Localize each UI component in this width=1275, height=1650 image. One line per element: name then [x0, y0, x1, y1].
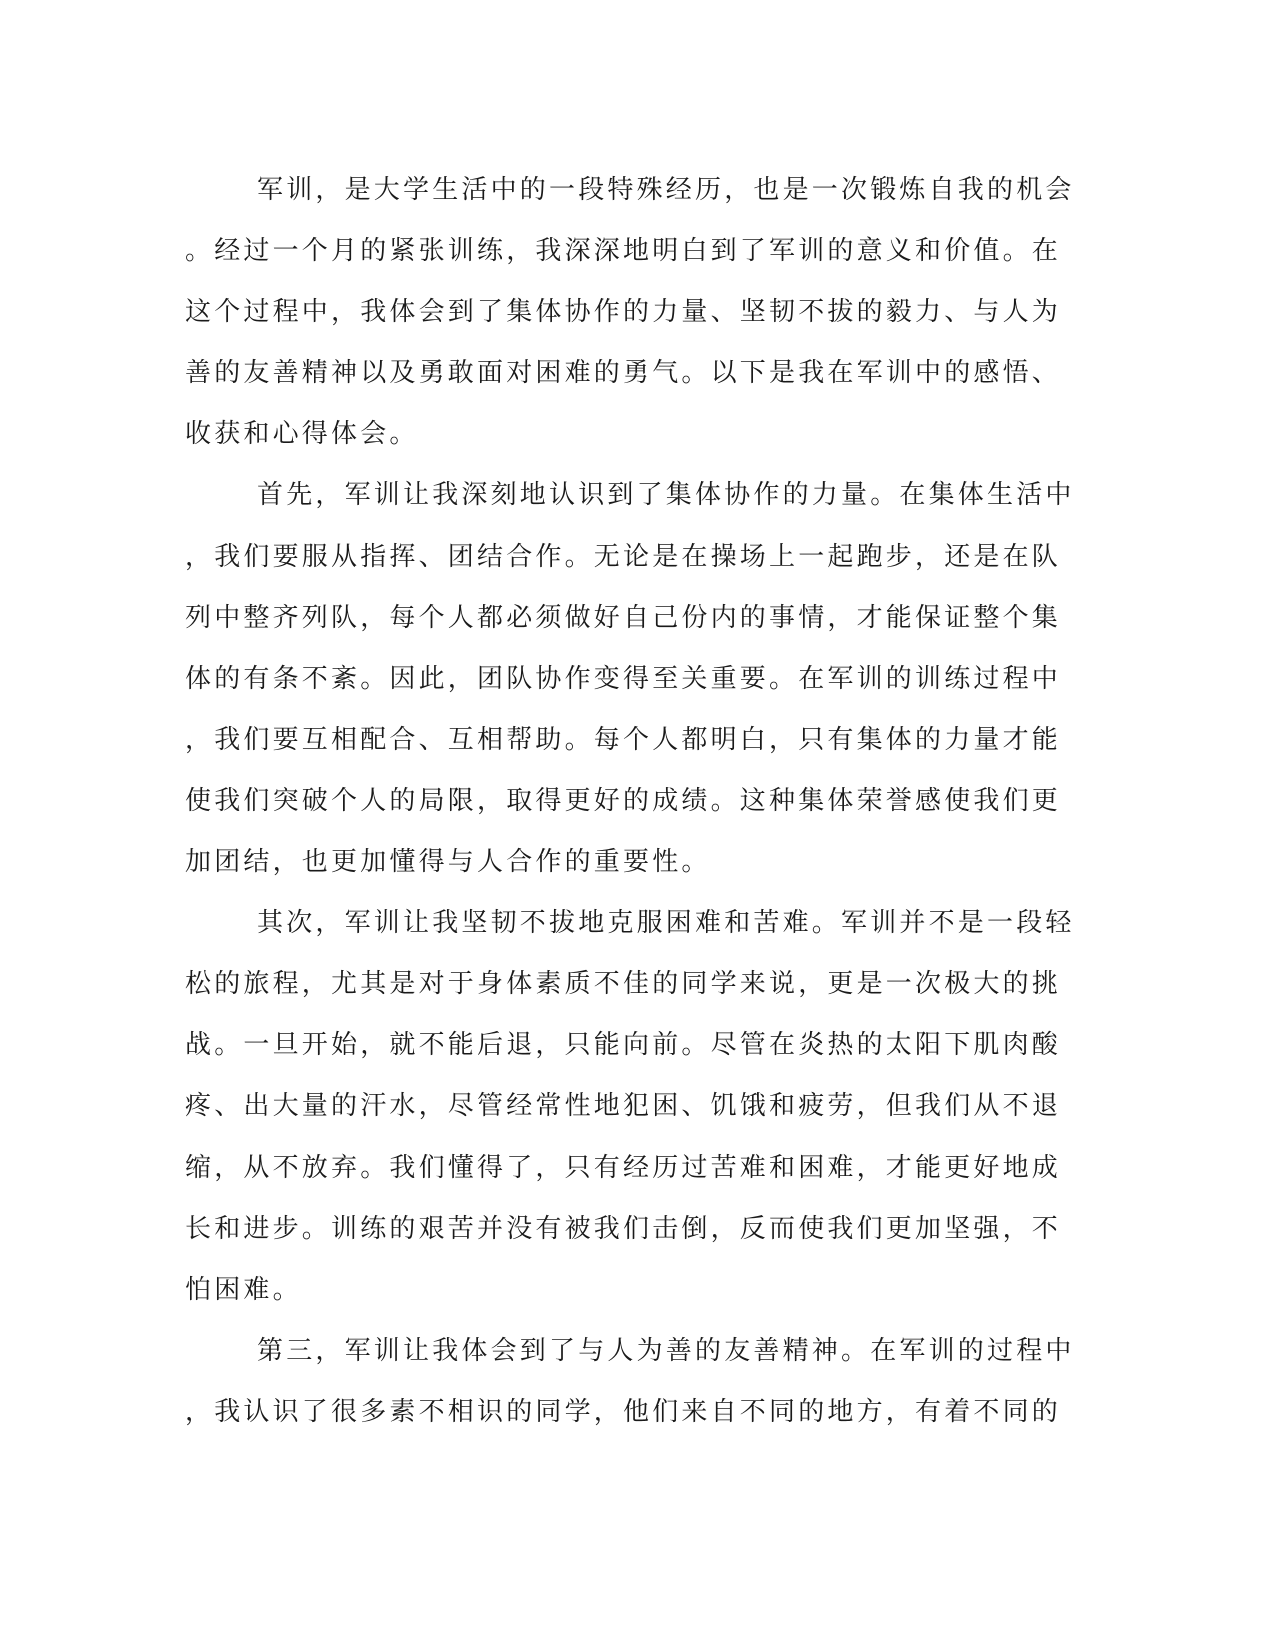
paragraph-line: 战。一旦开始，就不能后退，只能向前。尽管在炎热的太阳下肌肉酸 — [185, 1030, 1062, 1061]
paragraph-line: 缩，从不放弃。我们懂得了，只有经历过苦难和困难，才能更好地成 — [185, 1152, 1062, 1183]
paragraph-2 — [185, 465, 1075, 893]
paragraph-line: 其次，军训让我坚韧不拔地克服困难和苦难。军训并不是一段轻 — [257, 908, 1075, 939]
document-body — [185, 160, 1075, 1443]
paragraph-line: 疼、出大量的汗水，尽管经常性地犯困、饥饿和疲劳，但我们从不退 — [185, 1091, 1062, 1122]
paragraph-line: 首先，军训让我深刻地认识到了集体协作的力量。在集体生活中 — [257, 480, 1075, 511]
paragraph-3 — [185, 893, 1075, 1321]
paragraph-line: 军训，是大学生活中的一段特殊经历，也是一次锻炼自我的机会 — [257, 175, 1075, 205]
paragraph-line: 体的有条不紊。因此，团队协作变得至关重要。在军训的训练过程中 — [185, 663, 1062, 694]
paragraph-line: 列中整齐列队，每个人都必须做好自己份内的事情，才能保证整个集 — [185, 602, 1062, 633]
paragraph-4 — [185, 1321, 1075, 1443]
paragraph-line: 这个过程中，我体会到了集体协作的力量、坚韧不拔的毅力、与人为 — [185, 297, 1062, 328]
paragraph-line: ，我认识了很多素不相识的同学，他们来自不同的地方，有着不同的 — [185, 1396, 1062, 1427]
paragraph-line: 收获和心得体会。 — [185, 419, 419, 450]
paragraph-line: ，我们要互相配合、互相帮助。每个人都明白，只有集体的力量才能 — [185, 724, 1062, 755]
paragraph-line: 长和进步。训练的艰苦并没有被我们击倒，反而使我们更加坚强，不 — [185, 1213, 1062, 1244]
paragraph-line: 善的友善精神以及勇敢面对困难的勇气。以下是我在军训中的感悟、 — [185, 358, 1062, 389]
paragraph-line: 加团结，也更加懂得与人合作的重要性。 — [185, 847, 711, 878]
paragraph-line: 使我们突破个人的局限，取得更好的成绩。这种集体荣誉感使我们更 — [185, 785, 1062, 816]
paragraph-line: 松的旅程，尤其是对于身体素质不佳的同学来说，更是一次极大的挑 — [185, 969, 1062, 1000]
paragraph-line: ，我们要服从指挥、团结合作。无论是在操场上一起跑步，还是在队 — [185, 541, 1062, 572]
paragraph-line: 。经过一个月的紧张训练，我深深地明白到了军训的意义和价值。在 — [185, 236, 1062, 267]
paragraph-line: 第三，军训让我体会到了与人为善的友善精神。在军训的过程中 — [257, 1335, 1075, 1366]
paragraph-1 — [185, 160, 1075, 465]
paragraph-line: 怕困难。 — [185, 1274, 302, 1305]
